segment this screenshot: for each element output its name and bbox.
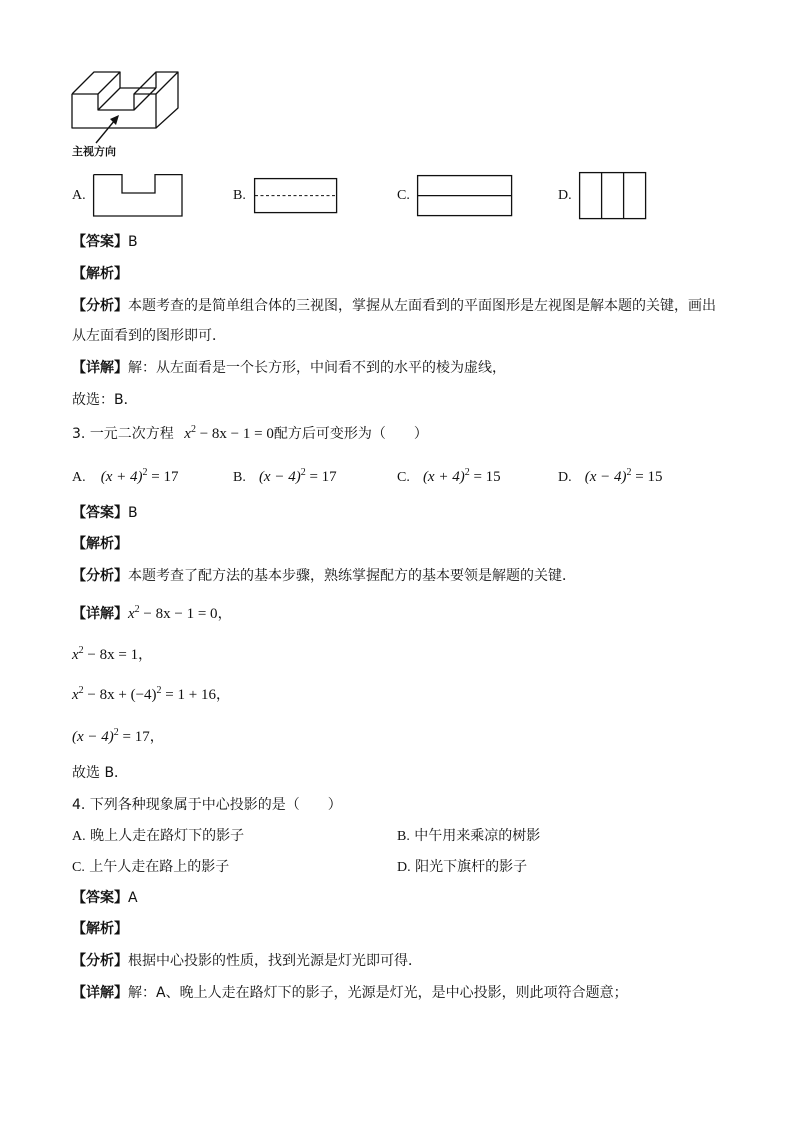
q2-answer <box>72 232 138 252</box>
q3-analysis-label: 【解析】 <box>72 536 128 552</box>
q2-fenxi-line2: 从左面看到的图形即可． <box>72 328 226 344</box>
fenxi-text: 本题考查的是简单组合体的三视图，掌握从左面看到的平面图形是左视图是解本题的关键，画出 <box>128 298 716 314</box>
answer-label: 【答案】 <box>72 234 128 250</box>
view-direction-arrow <box>92 112 122 146</box>
q3-option-c: C. $(x + 4)^2 = 15$ <box>397 467 501 485</box>
q4-answer: 【答案】A <box>72 890 138 906</box>
q2-option-b-label: B. <box>233 188 246 203</box>
q2-option-d-label: D. <box>558 188 572 203</box>
fenxi-label: 【分析】 <box>72 298 128 314</box>
q3-detail-step-1: 【详解】$x^2 - 8x - 1 = 0$， <box>72 604 232 622</box>
q3-detail-step-3: $x^2 - 8x + (-4)^2 = 1 + 16$， <box>72 685 230 703</box>
q2-analysis-label: 【解析】 <box>72 266 128 282</box>
stem-post: 配方后可变形为（ ） <box>273 426 428 442</box>
figure-caption: 主视方向 <box>72 145 116 158</box>
q2-option-c-shape <box>417 175 513 217</box>
q4-stem: 4. 下列各种现象属于中心投影的是（ ） <box>72 797 342 813</box>
q2-detail <box>72 358 506 378</box>
solid-figure <box>70 66 182 146</box>
q3-option-d: D. $(x - 4)^2 = 15$ <box>558 467 663 485</box>
q3-option-a: A. $(x + 4)^2 = 17$ <box>72 467 179 485</box>
q4-detail: 【详解】解：A、晚上人走在路灯下的影子，光源是灯光，是中心投影，则此项符合题意； <box>72 985 628 1001</box>
q2-option-a-label: A. <box>72 188 86 203</box>
stem-pre: 一元二次方程 <box>89 426 174 442</box>
q4-option-a: A. 晚上人走在路灯下的影子 <box>72 828 245 844</box>
q2-option-c-label: C. <box>397 188 410 203</box>
q2-fenxi-line1 <box>72 296 716 316</box>
q2-conclusion: 故选：B． <box>72 392 138 408</box>
detail-label: 【详解】 <box>72 360 128 376</box>
q2-option-d-shape <box>579 172 647 220</box>
q3-option-b: B. $(x - 4)^2 = 17$ <box>233 467 337 485</box>
q2-option-b-shape <box>254 178 338 214</box>
question-number: 3. <box>72 426 86 442</box>
q4-option-b: B. 中午用来乘凉的树影 <box>397 828 541 844</box>
q3-detail-step-2: $x^2 - 8x = 1$， <box>72 645 153 663</box>
q4-analysis-label: 【解析】 <box>72 921 128 937</box>
q2-option-a-shape <box>93 174 183 218</box>
detail-text: 解：从左面看是一个长方形，中间看不到的水平的棱为虚线， <box>128 360 506 376</box>
q3-answer: 【答案】B <box>72 505 138 521</box>
q3-detail-step-4: $(x - 4)^2 = 17$， <box>72 727 164 745</box>
answer-value: B <box>128 234 138 250</box>
q4-fenxi: 【分析】根据中心投影的性质，找到光源是灯光即可得． <box>72 953 422 969</box>
stem-equation: $x^2 - 8x - 1 = 0$ <box>184 424 274 442</box>
q4-option-c: C. 上午人走在路上的影子 <box>72 859 230 875</box>
q4-option-d: D. 阳光下旗杆的影子 <box>397 859 528 875</box>
q3-conclusion: 故选 B． <box>72 765 129 781</box>
q3-fenxi: 【分析】本题考查了配方法的基本步骤，熟练掌握配方的基本要领是解题的关键． <box>72 568 576 584</box>
q3-stem <box>72 424 428 444</box>
